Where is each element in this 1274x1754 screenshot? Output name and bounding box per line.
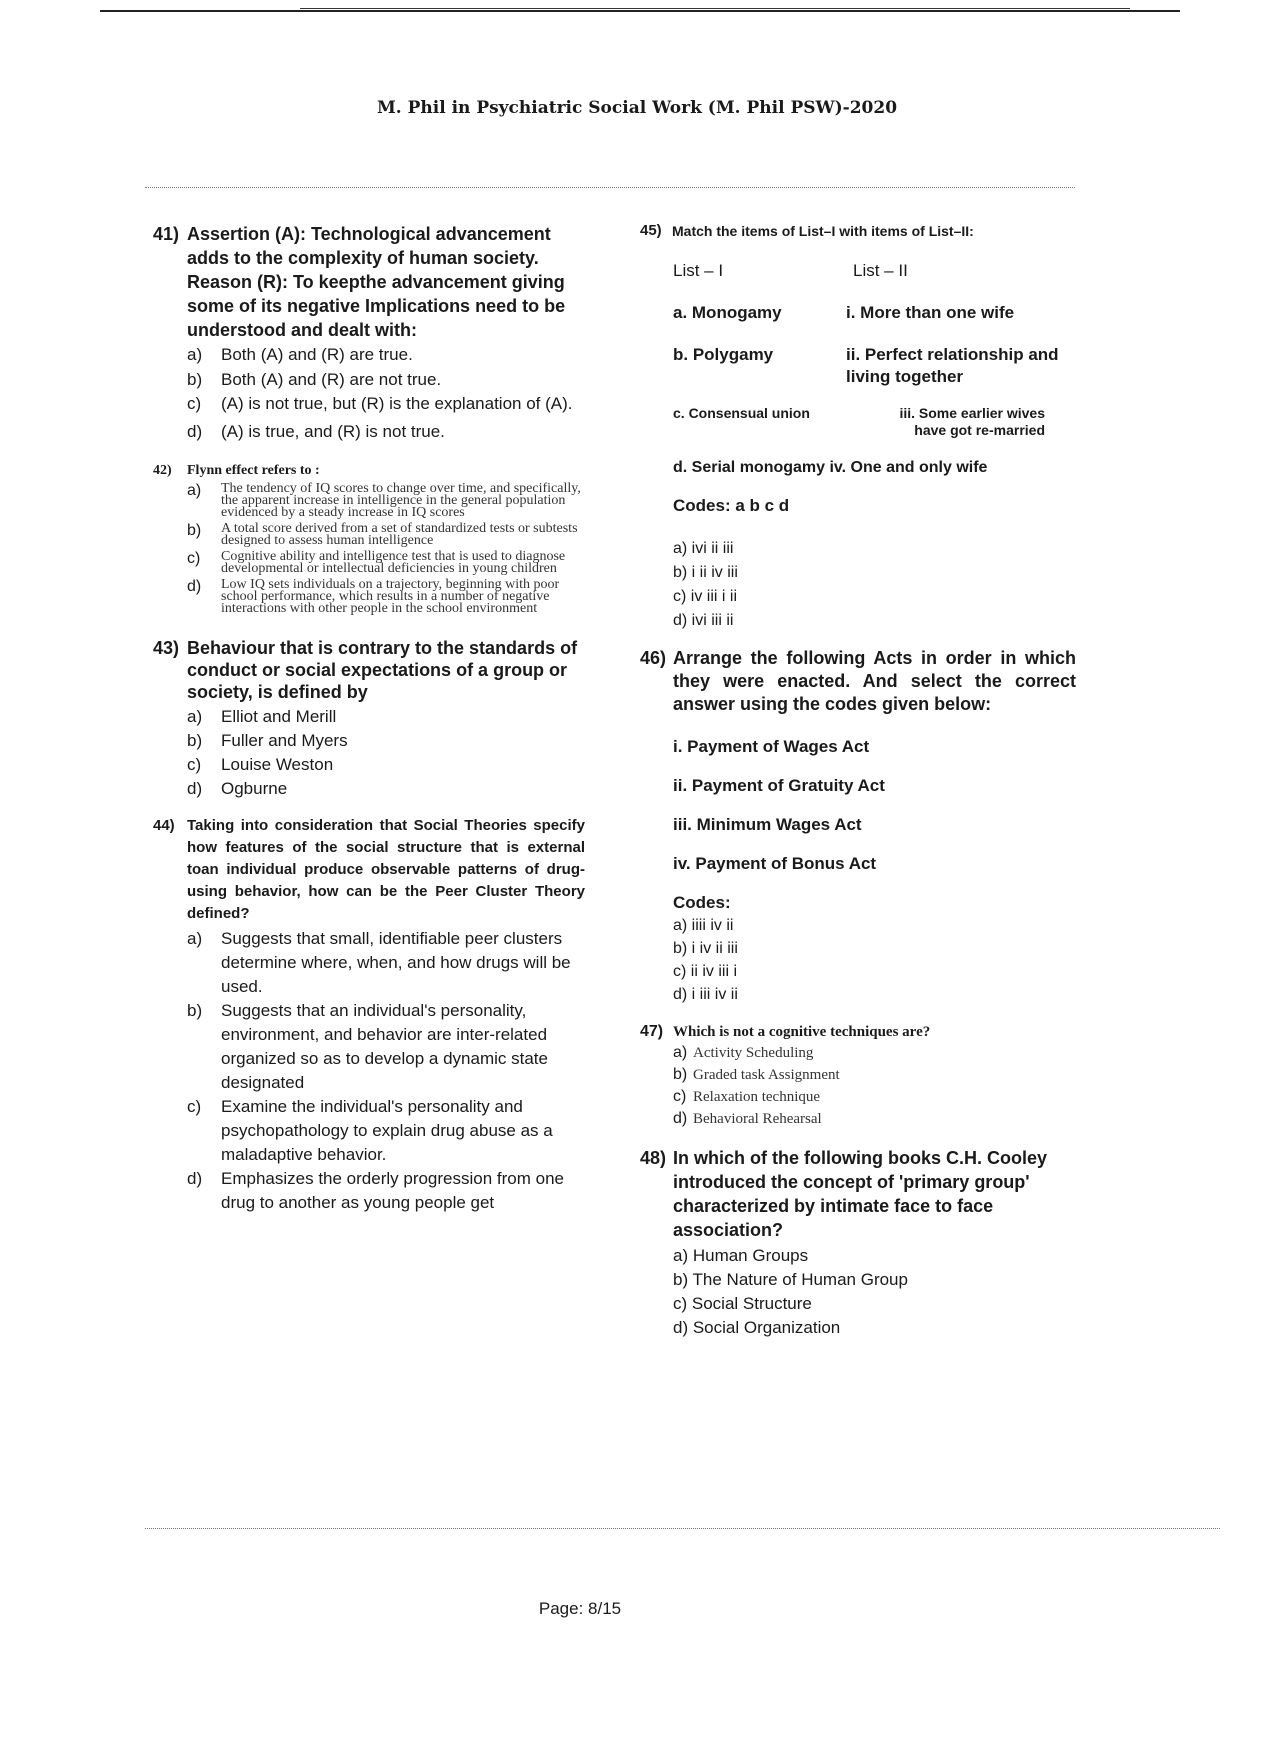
option-a: a) Human Groups (673, 1246, 809, 1265)
match-row-d: d. Serial monogamy iv. One and only wife (673, 459, 988, 476)
list-1-header: List – I (673, 261, 724, 280)
option-c: c) Cognitive ability and intelligence test that is used to diagnose developmental or intellectual deficiencies in young children (187, 549, 566, 576)
option-c: c) ii iv iii i (673, 963, 737, 980)
option-a: a) ivi ii iii (673, 540, 734, 557)
question-text: In which of the following books C.H. Cooley introduced the concept of 'primary group' characterized by intimate face to face association? (673, 1148, 1047, 1240)
match-row-b: b. Polygamy ii. Perfect relationship and living together (673, 345, 1059, 386)
option-a: a) The tendency of IQ scores to change over time, and specifically, the apparent increase in intelligence in the general population evidenced by a steady increase in IQ scores (187, 481, 581, 520)
option-d: d) Ogburne (187, 779, 288, 798)
act-3: iii. Minimum Wages Act (673, 815, 862, 834)
question-text: Arrange the following Acts in order in which they were enacted. And select the correct answer using the codes given below: (673, 648, 1076, 714)
question-number: 44) (153, 817, 175, 834)
option-d: d) Behavioral Rehearsal (673, 1110, 822, 1127)
option-a: a) Suggests that small, identifiable peer clusters determine where, when, and how drugs will be used. (187, 929, 571, 996)
question-text: Flynn effect refers to : (187, 463, 320, 478)
question-45 (640, 222, 1076, 633)
question-number: 47) (640, 1023, 664, 1040)
option-c: c) Examine the individual's personality and psychopathology to explain drug abuse as a maladaptive behavior. (187, 1097, 553, 1164)
option-c: c) iv iii i ii (673, 588, 737, 605)
question-text: Which is not a cognitive techniques are? (673, 1024, 931, 1040)
question-46 (640, 647, 1076, 1006)
act-4: iv. Payment of Bonus Act (673, 854, 877, 873)
option-b: b) Suggests that an individual's personality, environment, and behavior are inter-related organized so as to develop a dynamic state designated (187, 1001, 548, 1092)
option-a: a) Elliot and Merill (187, 707, 337, 726)
question-44 (153, 815, 585, 1215)
option-d: d) (A) is true, and (R) is not true. (187, 422, 445, 441)
question-text: Assertion (A): Technological advancement adds to the complexity of human society. Reason (R): To keepthe advancement giving some of its negative Implications need to be understood and dealt with: (187, 224, 566, 340)
top-rule-thin (300, 8, 1130, 9)
right-column (640, 222, 1076, 1340)
option-c: c) Social Structure (673, 1294, 812, 1313)
match-row-a: a. Monogamy i. More than one wife (673, 303, 1015, 322)
option-b: b) i iv ii iii (673, 940, 738, 957)
footer-divider (145, 1528, 1220, 1529)
option-b: b) Both (A) and (R) are not true. (187, 370, 442, 389)
list-headers (673, 260, 1076, 282)
question-number: 43) (153, 638, 180, 658)
option-d: d) ivi iii ii (673, 612, 734, 629)
option-b: b) The Nature of Human Group (673, 1270, 908, 1289)
question-43 (153, 637, 585, 801)
option-b: b) Fuller and Myers (187, 731, 348, 750)
codes-label: Codes: (673, 893, 731, 912)
question-41 (153, 222, 585, 444)
top-rule (100, 10, 1180, 12)
option-a: a) Both (A) and (R) are true. (187, 345, 413, 364)
option-d: d) i iii iv ii (673, 986, 738, 1003)
question-number: 46) (640, 648, 667, 668)
question-text: Match the items of List–I with items of List–II: (672, 223, 974, 239)
header-divider (145, 187, 1075, 188)
page-number: Page: 8/15 (538, 1599, 622, 1618)
question-text: Behaviour that is contrary to the standards of conduct or social expectations of a group or society, is defined by (187, 638, 578, 702)
act-1: i. Payment of Wages Act (673, 737, 870, 756)
question-text: Taking into consideration that Social Theories specify how features of the social structure that is external toan individual produce observable patterns of drug-using behavior, how can be the Peer Cluster Theory defined? (187, 817, 585, 922)
question-number: 45) (640, 222, 662, 239)
question-42 (153, 462, 585, 615)
option-c: c) (A) is not true, but (R) is the explanation of (A). (187, 394, 573, 413)
question-number: 41) (153, 224, 180, 244)
option-a: a) Activity Scheduling (673, 1044, 814, 1061)
match-row-c: c. Consensual union iii. Some earlier wives have got re-married (673, 405, 1045, 438)
option-d: d) Emphasizes the orderly progression from one drug to another as young people get (187, 1169, 564, 1212)
list-2-header: List – II (853, 261, 908, 280)
option-b: b) i ii iv iii (673, 564, 738, 581)
option-c: c) Louise Weston (187, 755, 334, 774)
left-column (153, 222, 585, 1215)
page-title: M. Phil in Psychiatric Social Work (M. Phil PSW)-2020 (376, 98, 898, 118)
codes-label: Codes: a b c d (673, 496, 790, 515)
option-b: b) Graded task Assignment (673, 1066, 840, 1083)
question-47 (640, 1022, 1076, 1130)
question-number: 48) (640, 1148, 667, 1168)
option-b: b) A total score derived from a set of standardized tests or subtests designed to assess human intelligence (187, 521, 578, 548)
option-d: d) Social Organization (673, 1318, 841, 1337)
question-48 (640, 1146, 1076, 1340)
option-d: d) Low IQ sets individuals on a trajectory, beginning with poor school performance, which results in a number of negative interactions with other people in the school environment (187, 577, 560, 616)
question-number: 42) (153, 463, 172, 478)
act-2: ii. Payment of Gratuity Act (673, 776, 885, 795)
option-a: a) iiii iv ii (673, 917, 734, 934)
option-c: c) Relaxation technique (673, 1088, 821, 1105)
